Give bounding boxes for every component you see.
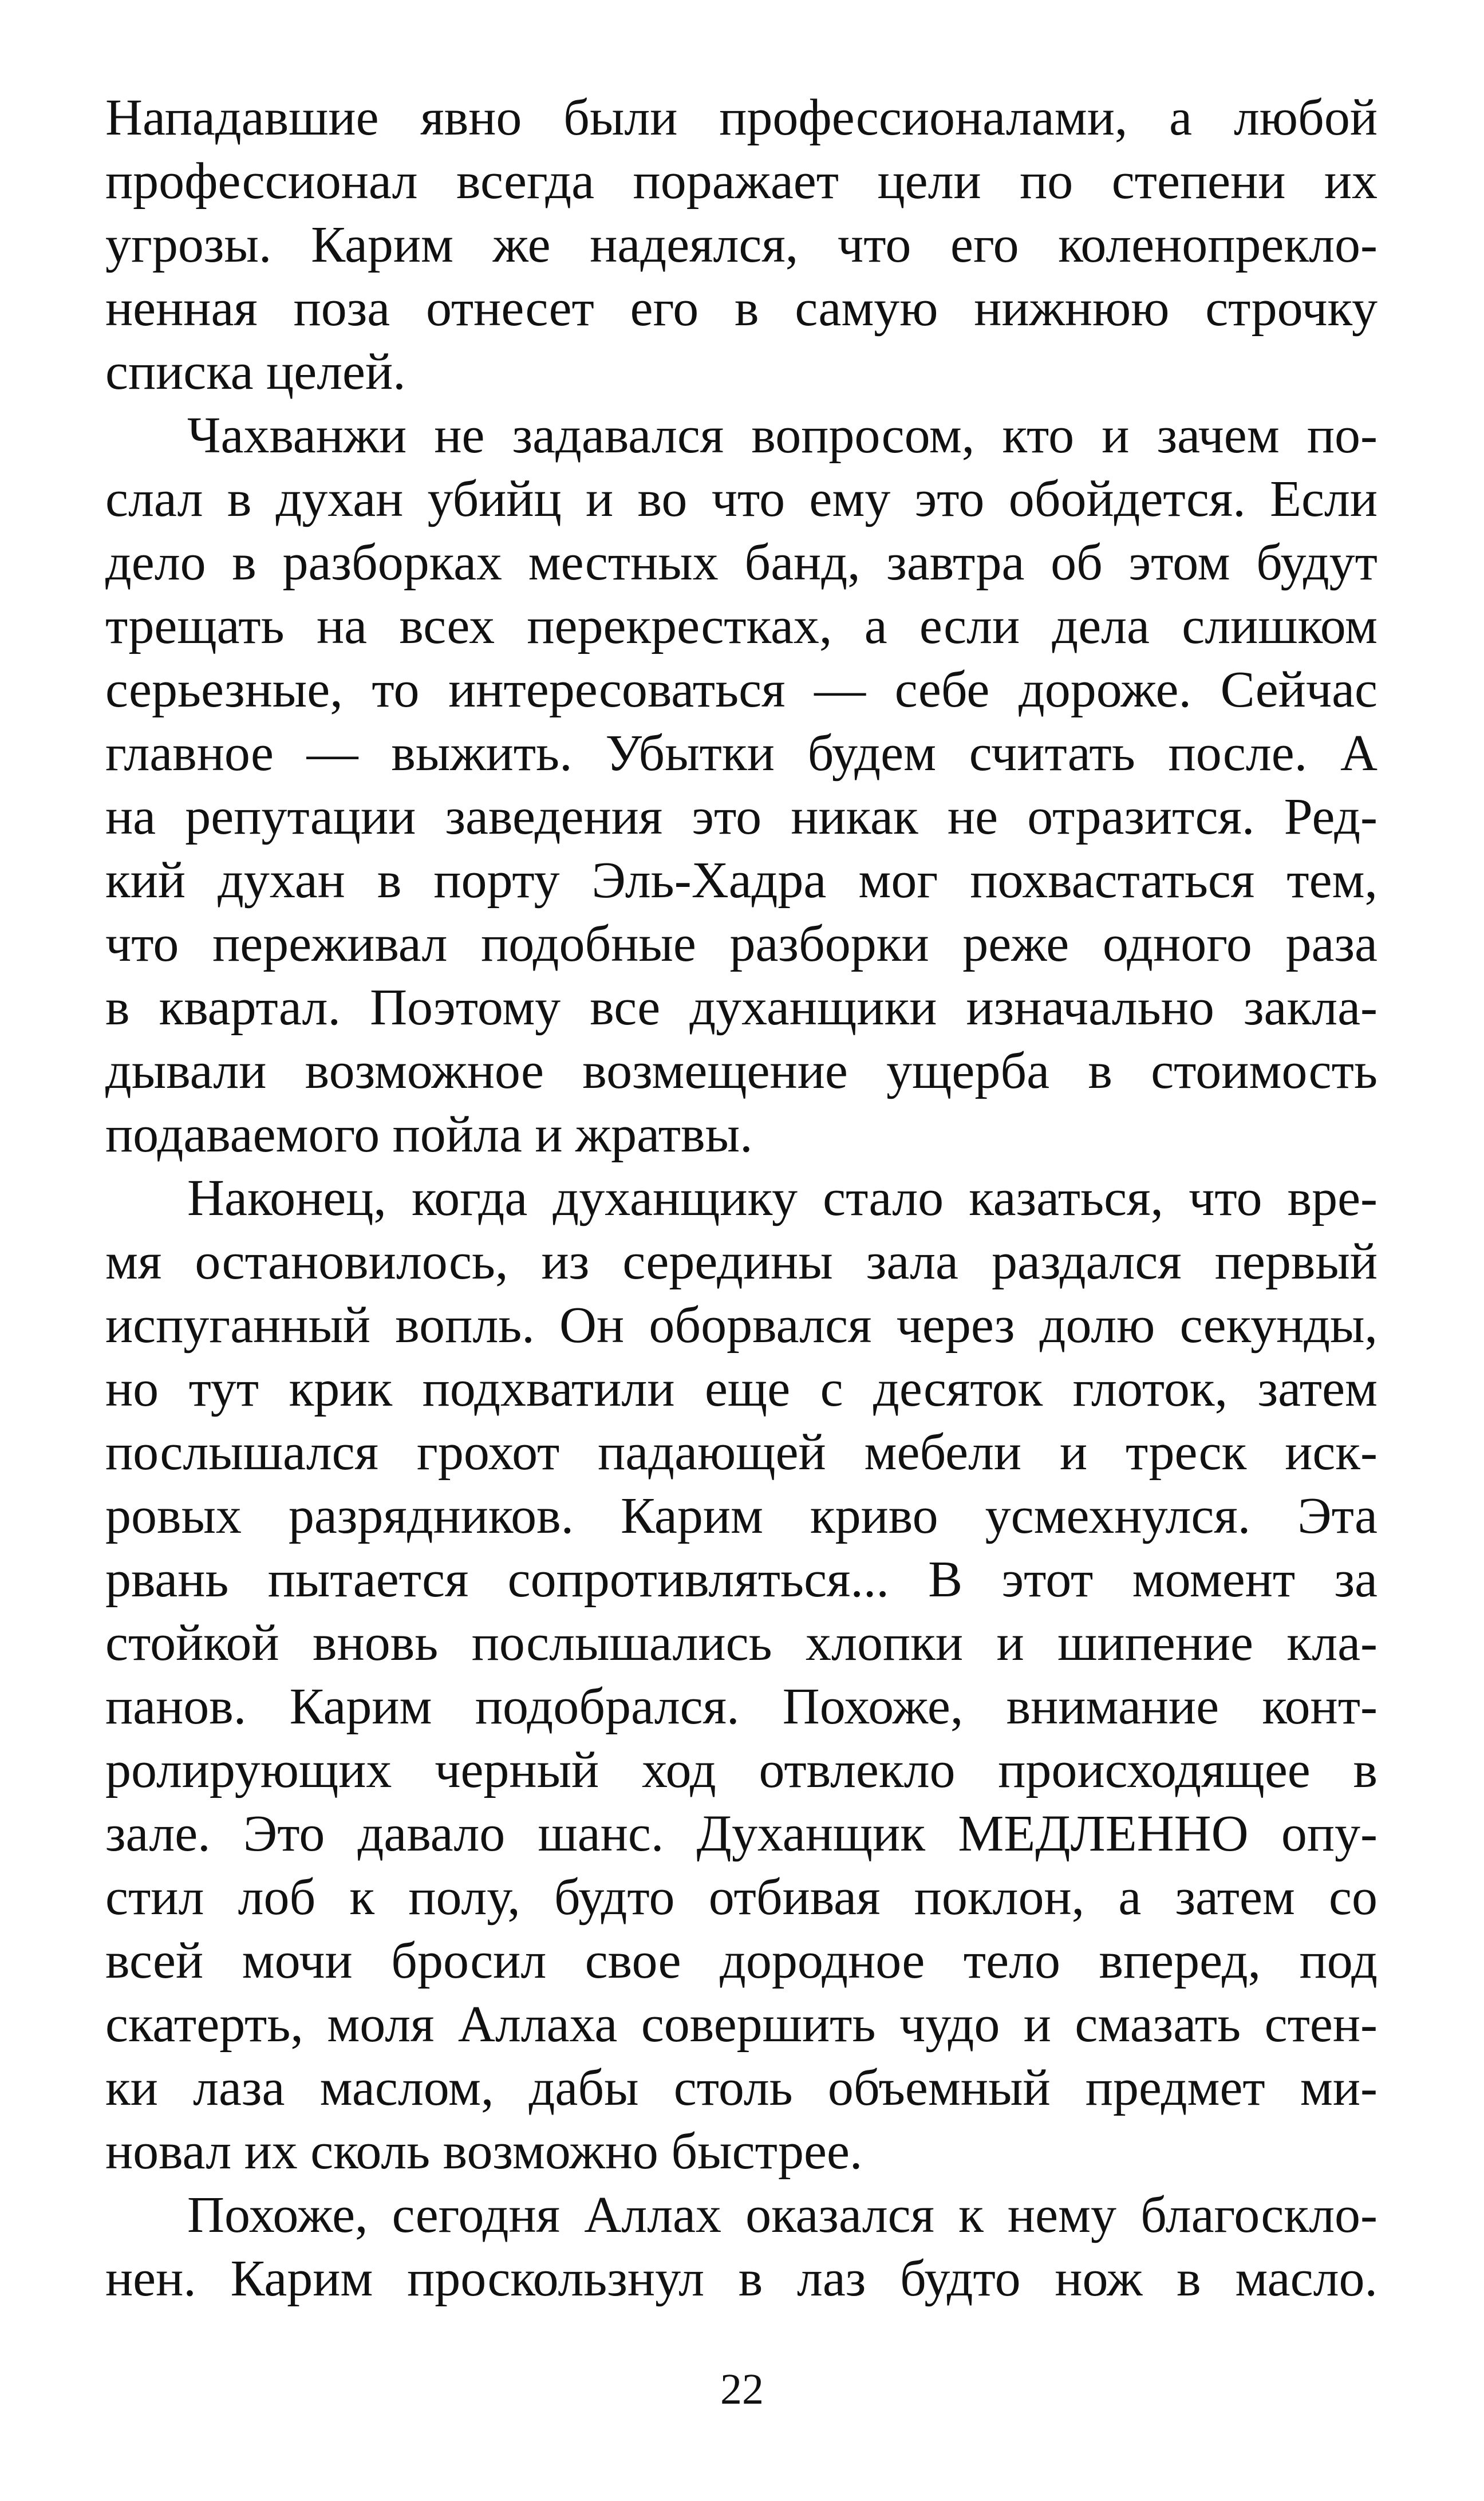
body-text bbox=[105, 86, 1378, 2310]
text-line: зале. Это давало шанс. Духанщик МЕДЛЕННО опу- bbox=[105, 1805, 1378, 1862]
text-line: Наконец, когда духанщику стало казаться, что вре- bbox=[187, 1170, 1378, 1226]
text-line: стил лоб к полу, будто отбивая поклон, а затем со bbox=[105, 1869, 1378, 1926]
text-line: рвань пытается сопротивляться... В этот момент за bbox=[105, 1551, 1378, 1608]
text-line: Нападавшие явно были профессионалами, а любой bbox=[105, 89, 1378, 146]
text-line: ролирующих черный ход отвлекло происходящее в bbox=[105, 1742, 1378, 1798]
text-line: трещать на всех перекрестках, а если дела слишком bbox=[105, 598, 1378, 654]
text-line: ровых разрядников. Карим криво усмехнулся. Эта bbox=[105, 1488, 1378, 1544]
text-line: подаваемого пойла и жратвы. bbox=[105, 1106, 753, 1163]
text-line: профессионал всегда поражает цели по степени их bbox=[105, 153, 1378, 210]
text-line: кий духан в порту Эль-Хадра мог похвастаться тем, bbox=[105, 852, 1378, 909]
text-line: в квартал. Поэтому все духанщики изначально закла- bbox=[105, 979, 1378, 1036]
text-line: на репутации заведения это никак не отразится. Ред- bbox=[105, 788, 1378, 845]
text-line: всей мочи бросил свое дородное тело вперед, под bbox=[105, 1932, 1378, 1989]
text-line: стойкой вновь послышались хлопки и шипение кла- bbox=[105, 1615, 1378, 1671]
text-line: но тут крик подхватили еще с десяток глоток, затем bbox=[105, 1360, 1378, 1417]
text-line: что переживал подобные разборки реже одного раза bbox=[105, 916, 1378, 972]
text-line: серьезные, то интересоваться — себе дороже. Сейчас bbox=[105, 661, 1378, 718]
paragraph bbox=[105, 1166, 1378, 2183]
paragraph bbox=[105, 86, 1378, 404]
text-line: новал их сколь возможно быстрее. bbox=[105, 2123, 863, 2180]
text-line: мя остановилось, из середины зала раздался первый bbox=[105, 1233, 1378, 1290]
text-line: ки лаза маслом, дабы столь объемный предмет ми- bbox=[105, 2060, 1378, 2116]
paragraph bbox=[105, 2183, 1378, 2310]
text-line: дывали возможное возмещение ущерба в стоимость bbox=[105, 1043, 1378, 1099]
text-line: Похоже, сегодня Аллах оказался к нему благоскло- bbox=[187, 2187, 1378, 2243]
text-line: испуганный вопль. Он оборвался через долю секунды, bbox=[105, 1297, 1378, 1354]
text-line: Чахванжи не задавался вопросом, кто и зачем по- bbox=[187, 407, 1378, 464]
text-line: главное — выжить. Убытки будем считать после. А bbox=[105, 725, 1378, 782]
text-line: угрозы. Карим же надеялся, что его коленопрекло- bbox=[105, 216, 1378, 273]
text-line: списка целей. bbox=[105, 344, 406, 400]
paragraph bbox=[105, 404, 1378, 1166]
text-line: слал в духан убийц и во что ему это обойдется. Если bbox=[105, 471, 1378, 527]
text-line: ненная поза отнесет его в самую нижнюю строчку bbox=[105, 280, 1378, 337]
text-line: нен. Карим проскользнул в лаз будто нож в масло. bbox=[105, 2250, 1378, 2307]
text-line: дело в разборках местных банд, завтра об этом будут bbox=[105, 534, 1378, 591]
text-line: послышался грохот падающей мебели и треск иск- bbox=[105, 1424, 1378, 1481]
text-line: скатерть, моля Аллаха совершить чудо и смазать стен- bbox=[105, 1996, 1378, 2053]
page-number: 22 bbox=[720, 2365, 764, 2413]
text-line: панов. Карим подобрался. Похоже, внимание конт- bbox=[105, 1678, 1378, 1735]
